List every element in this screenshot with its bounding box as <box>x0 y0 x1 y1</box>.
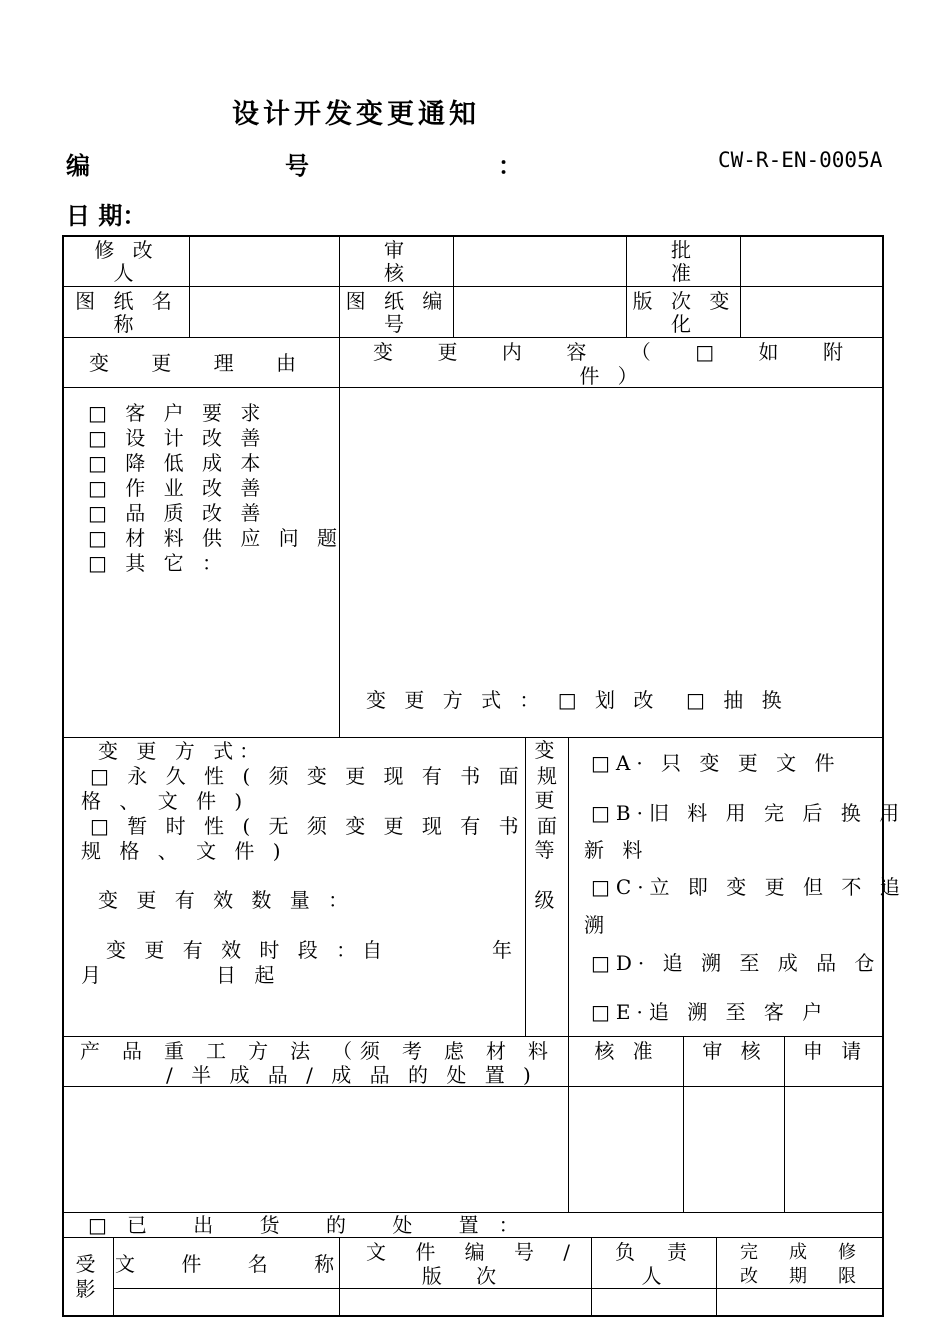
level-b-2: 新 料 <box>584 838 649 862</box>
col-divider <box>740 235 741 337</box>
drawing-number-label-2: 号 <box>384 312 410 336</box>
change-mode-title: 变 更 方 式： <box>98 739 266 763</box>
shipped-disposition[interactable]: □已 出 货 的 处 置： <box>88 1213 539 1237</box>
reviewer-label-2: 核 <box>384 261 410 285</box>
row-divider <box>62 737 884 738</box>
page-title: 设计开发变更通知 <box>232 99 480 130</box>
doc-number-header-2: 版 次 <box>421 1264 511 1288</box>
version-change-label-2: 化 <box>671 312 697 336</box>
level-c-2: 溯 <box>584 913 610 937</box>
reason-cost-reduction[interactable]: □ 降 低 成 本 <box>88 451 267 475</box>
row-divider <box>62 337 884 338</box>
mode-permanent-2: 格 、 文 件 ) <box>81 789 249 813</box>
reason-design-improvement[interactable]: □ 设 计 改 善 <box>88 426 267 450</box>
doc-name-header: 文 件 名 称 <box>115 1252 355 1276</box>
approver-label-2: 准 <box>671 261 697 285</box>
change-level-label-2: 更 <box>534 788 561 812</box>
drawing-name-label: 图 纸 名 <box>75 289 178 313</box>
level-e[interactable]: □E·追 溯 至 客 户 <box>591 1000 829 1024</box>
col-divider <box>339 1237 340 1317</box>
reason-operation-improvement[interactable]: □ 作 业 改 善 <box>88 476 267 500</box>
reason-quality-improvement[interactable]: □ 品 质 改 善 <box>88 501 267 525</box>
level-c[interactable]: □C·立 即 变 更 但 不 追 <box>591 875 906 899</box>
rework-method-header: 产 品 重 工 方 法 （须 考 虑 材 料 <box>80 1039 554 1063</box>
change-content-header: 变 更 内 容 （ □ 如 附 <box>373 340 849 364</box>
owner-header: 负 责 <box>615 1240 693 1264</box>
col-divider <box>189 235 190 337</box>
rework-method-header-2: / 半 成 品 / 成 品 的 处 置 ) <box>166 1063 537 1087</box>
deadline-header: 完 成 修 <box>740 1242 862 1263</box>
level-d[interactable]: □D· 追 溯 至 成 品 仓 <box>591 951 881 975</box>
change-level-label-3: 等 <box>534 838 561 862</box>
change-method-swap[interactable]: □ 抽 换 <box>686 688 788 712</box>
reason-other[interactable]: □ 其 它 ： <box>88 551 228 575</box>
level-b[interactable]: □B·旧 料 用 完 后 换 用 <box>591 801 906 825</box>
rework-review-label: 审 核 <box>702 1039 767 1063</box>
drawing-name-label-2: 称 <box>113 312 140 336</box>
effective-period-day: 日 起 <box>216 963 281 987</box>
mode-temporary-2: 规 格 、 文 件 ) <box>81 839 287 863</box>
row-divider <box>62 286 884 287</box>
mode-permanent[interactable]: □ 永 久 性 ( 须 变 更 现 有 书 面 规 <box>90 764 563 788</box>
change-level-label-1: 变 <box>534 738 561 762</box>
col-divider <box>784 1036 785 1212</box>
modifier-label-2: 人 <box>113 261 140 285</box>
rework-apply-label: 申 请 <box>802 1039 868 1063</box>
number-label-1: 编 <box>66 151 90 180</box>
number-colon: ： <box>498 151 522 180</box>
date-label: 日 期： <box>66 201 147 230</box>
effective-quantity-label: 变 更 有 效 数 量 ： <box>98 888 355 912</box>
effective-period-year: 年 <box>492 938 518 962</box>
drawing-number-label: 图 纸 编 <box>345 289 449 313</box>
deadline-header-2: 改 期 限 <box>740 1266 862 1287</box>
affected-label-1: 受 <box>75 1252 102 1276</box>
modifier-label: 修 改 <box>94 238 159 262</box>
approver-label: 批 <box>671 238 697 262</box>
col-divider <box>453 235 454 337</box>
col-divider <box>716 1237 717 1317</box>
change-level-label-4: 级 <box>534 888 561 912</box>
mode-temporary[interactable]: □ 暂 时 性 ( 无 须 变 更 现 有 书 面 <box>90 814 563 838</box>
owner-header-2: 人 <box>641 1264 668 1288</box>
col-divider <box>113 1237 114 1317</box>
reviewer-label: 审 <box>384 238 410 262</box>
level-a[interactable]: □A· 只 变 更 文 件 <box>591 751 841 775</box>
document-number: CW-R-EN-0005A <box>718 148 883 172</box>
effective-period-month: 月 <box>81 963 107 987</box>
affected-label-2: 影 <box>75 1277 102 1301</box>
row-divider <box>62 1036 884 1037</box>
col-divider <box>591 1237 592 1317</box>
col-divider <box>683 1036 684 1212</box>
reason-customer-request[interactable]: □ 客 户 要 求 <box>88 401 267 425</box>
version-change-label: 版 次 变 <box>632 289 736 313</box>
change-content-header-2: 件 ） <box>579 364 644 388</box>
effective-period-label: 变 更 有 效 时 段 ：自 <box>106 938 389 962</box>
number-label-2: 号 <box>285 151 309 180</box>
col-divider <box>568 737 569 1212</box>
col-divider <box>339 235 340 737</box>
change-reason-header: 变 更 理 由 <box>88 351 315 375</box>
reason-material-supply[interactable]: □ 材 料 供 应 问 题 <box>88 526 344 550</box>
change-method-markup[interactable]: 变 更 方 式 ： □ 划 改 <box>366 688 660 712</box>
col-divider <box>626 235 627 337</box>
doc-number-header: 文 件 编 号 / <box>366 1240 576 1264</box>
rework-approve-label: 核 准 <box>594 1039 659 1063</box>
